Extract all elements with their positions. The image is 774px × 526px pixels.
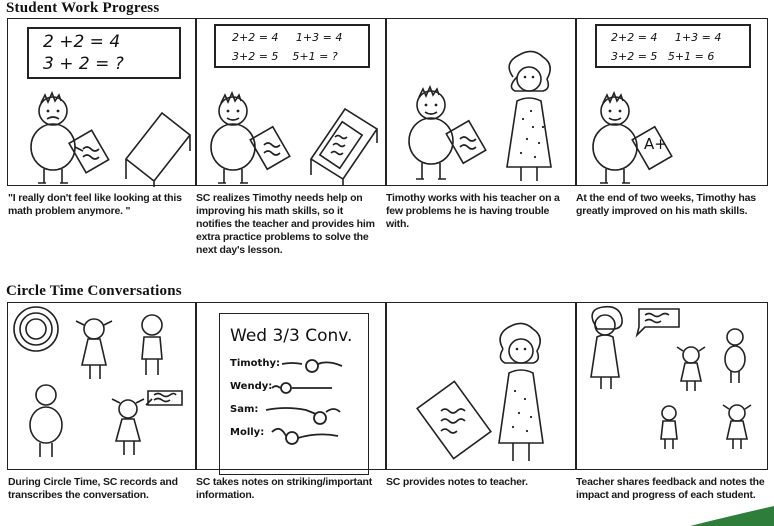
board-line: 3 + 2 = ? [43, 54, 124, 74]
board-line: 2 +2 = 4 [43, 32, 121, 52]
corner-accent-swoosh [690, 506, 774, 526]
comic-panel-3 [386, 18, 576, 186]
comic-panel-6 [196, 302, 386, 470]
timothy-and-teacher-illustration [387, 19, 577, 187]
comic-panel-7 [386, 302, 576, 470]
timothy-frustrated-illustration [8, 19, 197, 187]
board-line: 2+2 = 4 1+3 = 4 [611, 31, 722, 44]
panel-caption: SC takes notes on striking/important information. [196, 476, 372, 501]
comic-panel-8 [576, 302, 768, 470]
panel-caption: SC realizes Timothy needs help on improving his math skills, so it notifies the teacher and provides him extra practice problems to solve the next day's lesson. [196, 192, 375, 256]
comic-panel-4 [576, 18, 768, 186]
notes-name-label: Timothy: [230, 358, 280, 369]
board-line: 3+2 = 5 5+1 = 6 [611, 50, 715, 63]
panel-caption: Teacher shares feedback and notes the impact and progress of each student. [576, 476, 765, 501]
notes-name-label: Wendy: [230, 381, 273, 392]
notes-card [219, 313, 369, 475]
panel-caption: At the end of two weeks, Timothy has greatly improved on his math skills. [576, 192, 756, 217]
section-title-student-work-progress: Student Work Progress [6, 0, 160, 16]
section-title-circle-time-conversations: Circle Time Conversations [6, 283, 182, 299]
grade-mark: A+ [644, 135, 667, 153]
board-line: 3+2 = 5 5+1 = ? [232, 50, 338, 63]
panel-caption: "I really don't feel like looking at this math problem anymore. " [8, 192, 182, 217]
board-line: 2+2 = 4 1+3 = 4 [232, 31, 343, 44]
comic-panel-2 [196, 18, 386, 186]
timothy-practice-problems-illustration [197, 19, 387, 187]
notes-scribbles [220, 314, 370, 476]
comic-panel-5 [7, 302, 196, 470]
notes-name-label: Sam: [230, 404, 259, 415]
comic-panel-1 [7, 18, 196, 186]
panel-caption: During Circle Time, SC records and transcribes the conversation. [8, 476, 178, 501]
timothy-improved-illustration [577, 19, 769, 187]
panel-caption: Timothy works with his teacher on a few problems he is having trouble with. [386, 192, 560, 230]
notes-name-label: Molly: [230, 427, 265, 438]
teacher-receives-notes-illustration [387, 303, 577, 471]
teacher-feedback-illustration [577, 303, 769, 471]
panel-caption: SC provides notes to teacher. [386, 476, 528, 488]
circle-time-illustration [8, 303, 197, 471]
notes-title: Wed 3/3 Conv. [230, 326, 353, 346]
